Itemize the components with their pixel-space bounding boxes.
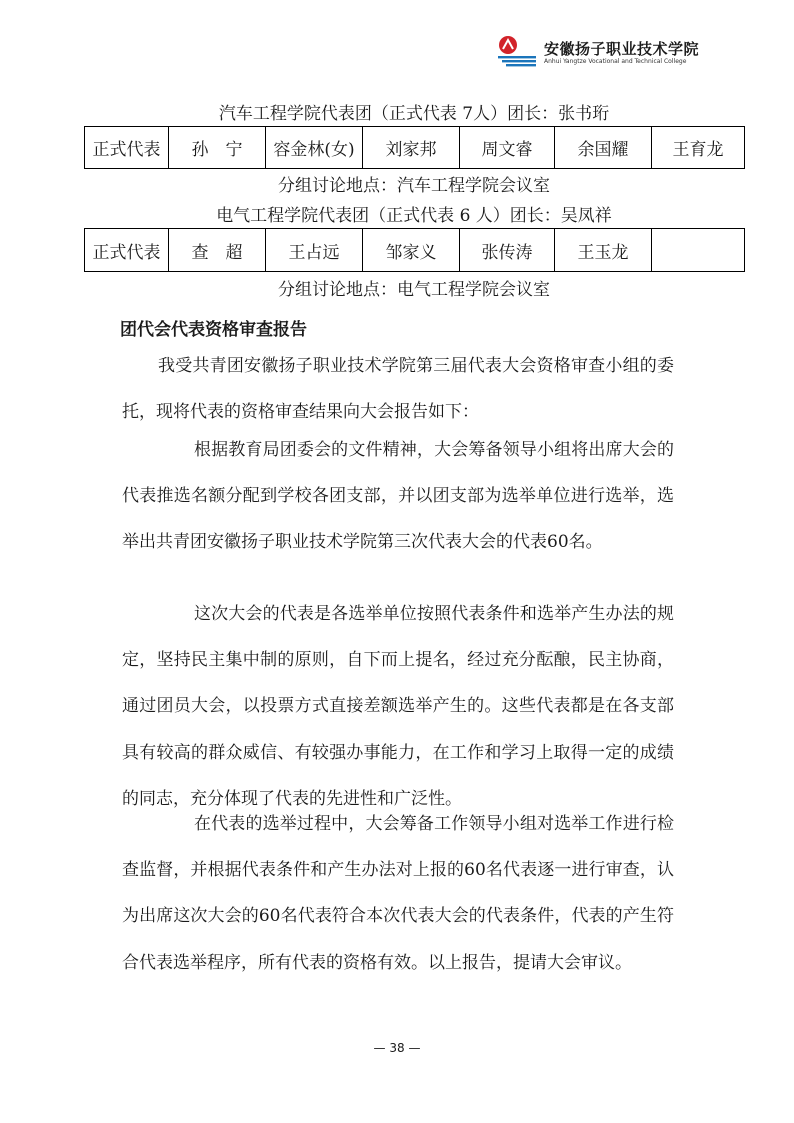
table-cell: 王占远 — [266, 229, 363, 272]
table-cell: 邹家义 — [363, 229, 460, 272]
report-paragraph: 我受共青团安徽扬子职业技术学院第三届代表大会资格审查小组的委托，现将代表的资格审查结果向大会报告如下： — [122, 356, 674, 423]
college-emblem-icon — [494, 34, 538, 68]
auto-team-caption: 汽车工程学院代表团（正式代表 7人）团长：张书珩 — [218, 104, 610, 124]
table-cell: 查 超 — [169, 229, 266, 272]
report-paragraph: 这次大会的代表是各选举单位按照代表条件和选举产生办法的规定，坚持民主集中制的原则，自下而上提名，经过充分酝酿，民主协商，通过团员大会，以投票方式直接差额选举产生的。这些代表都是在各支部具有较高的群众威信、有较强办事能力，在工作和学习上取得一定的成绩的同志，充分体现了代表的先进性和广泛性。 — [122, 604, 674, 809]
table-cell: 王玉龙 — [555, 229, 652, 272]
report-title: 团代会代表资格审查报告 — [120, 320, 307, 340]
table-cell: 王育龙 — [652, 127, 745, 169]
table-cell: 正式代表 — [85, 127, 169, 169]
page-number: — 38 — — [373, 1041, 421, 1055]
auto-team-location: 分组讨论地点：汽车工程学院会议室 — [278, 176, 550, 196]
table-cell: 周文睿 — [460, 127, 555, 169]
table-cell: 孙 宁 — [169, 127, 266, 169]
table-cell — [652, 229, 745, 272]
table-row — [85, 127, 745, 169]
report-paragraph: 根据教育局团委会的文件精神，大会筹备领导小组将出席大会的代表推选名额分配到学校各团支部，并以团支部为选举单位进行选举，选举出共青团安徽扬子职业技术学院第三次代表大会的代表60名。 — [122, 440, 674, 553]
table-cell: 刘家邦 — [363, 127, 460, 169]
table-row — [85, 229, 745, 272]
elec-team-location: 分组讨论地点：电气工程学院会议室 — [278, 280, 550, 300]
elec-team-caption: 电气工程学院代表团（正式代表 6 人）团长：吴凤祥 — [216, 206, 612, 226]
college-name-cn: 安徽扬子职业技术学院 — [544, 40, 700, 58]
elec-team-table — [84, 228, 745, 272]
auto-team-table — [84, 126, 745, 169]
report-paragraph: 在代表的选举过程中，大会筹备工作领导小组对选举工作进行检查监督，并根据代表条件和产生办法对上报的60名代表逐一进行审查，认为出席这次大会的60名代表符合本次代表大会的代表条件，代表的产生符合代表选举程序，所有代表的资格有效。以上报告，提请大会审议。 — [122, 814, 674, 973]
table-cell: 余国耀 — [555, 127, 652, 169]
table-cell: 容金林(女) — [266, 127, 363, 169]
table-cell: 正式代表 — [85, 229, 169, 272]
college-name-en: Anhui Yangtze Vocational and Technical College — [544, 58, 687, 65]
college-logo — [494, 34, 700, 74]
table-cell: 张传涛 — [460, 229, 555, 272]
